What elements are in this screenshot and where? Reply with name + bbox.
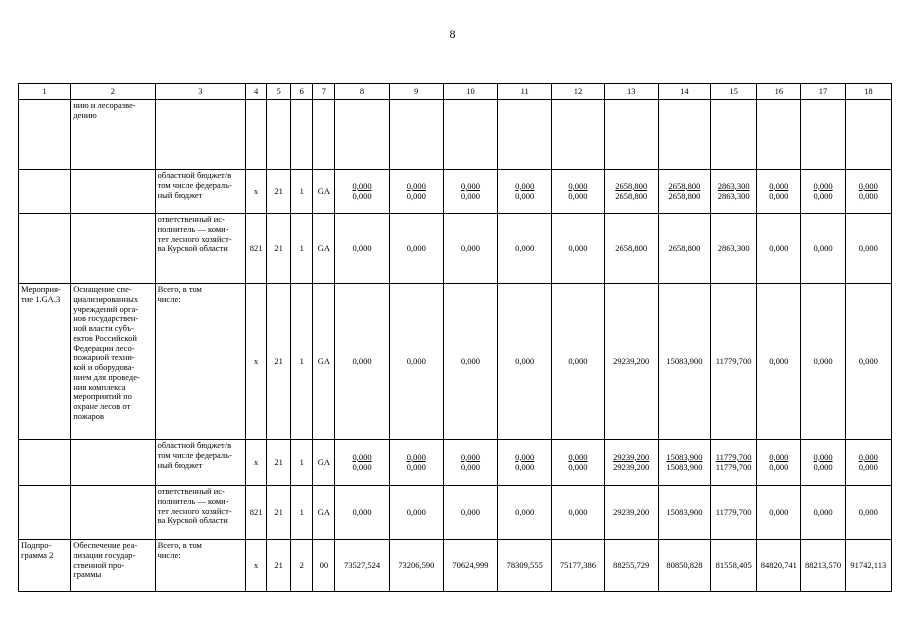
value-cell: 2658,800 bbox=[604, 214, 658, 284]
cell-text-line: полнитель — коми- bbox=[157, 223, 229, 234]
table-row bbox=[19, 170, 892, 214]
funding-source-cell bbox=[155, 486, 245, 540]
value-bottom: 0,000 bbox=[352, 461, 372, 472]
cell-text-line: областной бюджет/в bbox=[157, 440, 232, 450]
cell-text-line: пожарной техни- bbox=[73, 352, 135, 363]
value-top: 0,000 bbox=[813, 451, 833, 462]
funding-source-cell bbox=[155, 214, 245, 284]
value-top: 0,000 bbox=[858, 451, 878, 462]
value-bottom: 29239,200 bbox=[613, 461, 650, 472]
cell-text-line: граммы bbox=[73, 569, 102, 580]
code-cell: 21 bbox=[267, 440, 291, 486]
value-cell: 11779,700 bbox=[711, 284, 757, 440]
code-cell bbox=[291, 100, 313, 170]
header-cell: 9 bbox=[389, 84, 443, 100]
value-bottom: 0,000 bbox=[460, 190, 481, 201]
code-cell: 21 bbox=[267, 214, 291, 284]
value-pair-cell bbox=[845, 170, 891, 214]
table-row bbox=[19, 440, 892, 486]
cell-text-line: областной бюджет/в bbox=[157, 170, 232, 180]
header-cell: 17 bbox=[801, 84, 845, 100]
cell-text-line: циализированных bbox=[73, 293, 139, 304]
value-cell: 29239,200 bbox=[604, 284, 658, 440]
code-cell: 1 bbox=[291, 486, 313, 540]
table-row bbox=[19, 486, 892, 540]
code-cell: 821 bbox=[246, 486, 267, 540]
cell-text-line: учреждений орга- bbox=[73, 303, 139, 314]
item-name-cell bbox=[19, 540, 71, 592]
cell-text-line: ственной про- bbox=[73, 559, 125, 570]
value-cell: 15083,900 bbox=[658, 284, 710, 440]
cell-text-line: Оснащение спе- bbox=[73, 284, 132, 294]
value-bottom: 0,000 bbox=[515, 461, 535, 472]
table-row bbox=[19, 100, 892, 170]
code-cell: 21 bbox=[267, 486, 291, 540]
value-bottom: 0,000 bbox=[769, 461, 789, 472]
value-cell: 0,000 bbox=[443, 214, 497, 284]
value-cell: 0,000 bbox=[845, 486, 891, 540]
item-description-cell bbox=[71, 284, 155, 440]
cell-text-line: тет лесного хозяйст- bbox=[157, 233, 232, 244]
item-name-cell bbox=[19, 100, 71, 170]
value-pair-cell bbox=[389, 440, 443, 486]
value-top: 0,000 bbox=[406, 451, 426, 462]
header-cell: 11 bbox=[498, 84, 552, 100]
item-name-cell bbox=[19, 284, 71, 440]
value-pair-cell bbox=[757, 170, 801, 214]
value-top: 0,000 bbox=[515, 451, 535, 462]
value-cell bbox=[335, 100, 389, 170]
value-cell: 0,000 bbox=[552, 214, 604, 284]
value-bottom: 0,000 bbox=[568, 190, 588, 201]
value-bottom: 0,000 bbox=[515, 190, 535, 201]
header-cell: 14 bbox=[658, 84, 710, 100]
value-cell: 0,000 bbox=[552, 486, 604, 540]
cell-text-line: ответственный ис- bbox=[157, 214, 225, 224]
cell-text-line: охране лесов от bbox=[73, 401, 131, 412]
value-cell: 0,000 bbox=[801, 284, 845, 440]
table-row bbox=[19, 284, 892, 440]
code-cell: 1 bbox=[291, 284, 313, 440]
cell-text-line: Всего, в том bbox=[157, 540, 202, 550]
value-bottom: 15083,900 bbox=[666, 461, 703, 472]
cell-text-line: грамма 2 bbox=[21, 549, 54, 560]
value-cell: 2658,800 bbox=[658, 214, 710, 284]
value-cell: 11779,700 bbox=[711, 486, 757, 540]
value-pair-cell bbox=[443, 170, 497, 214]
value-bottom: 0,000 bbox=[352, 190, 372, 201]
header-cell: 8 bbox=[335, 84, 389, 100]
value-cell bbox=[389, 100, 443, 170]
value-top: 0,000 bbox=[406, 180, 426, 191]
cell-text-line: ный бюджет bbox=[157, 459, 203, 470]
value-pair-cell bbox=[552, 170, 604, 214]
value-top: 15083,900 bbox=[666, 451, 703, 462]
value-cell: 91742,113 bbox=[845, 540, 891, 592]
header-cell: 18 bbox=[845, 84, 891, 100]
header-cell: 4 bbox=[246, 84, 267, 100]
item-description-cell bbox=[71, 486, 155, 540]
table-row bbox=[19, 214, 892, 284]
cell-text-line: Подпро- bbox=[21, 540, 52, 550]
code-cell bbox=[313, 100, 335, 170]
header-cell: 15 bbox=[711, 84, 757, 100]
value-pair-cell bbox=[498, 170, 552, 214]
code-cell: 1 bbox=[291, 214, 313, 284]
value-cell bbox=[604, 100, 658, 170]
value-top: 0,000 bbox=[460, 180, 481, 191]
header-cell: 2 bbox=[71, 84, 155, 100]
header-cell: 10 bbox=[443, 84, 497, 100]
value-pair-cell bbox=[801, 440, 845, 486]
value-cell bbox=[658, 100, 710, 170]
value-cell: 29239,200 bbox=[604, 486, 658, 540]
table-row bbox=[19, 540, 892, 592]
value-cell: 0,000 bbox=[552, 284, 604, 440]
code-cell: GA bbox=[313, 214, 335, 284]
page-number: 8 bbox=[449, 27, 456, 41]
value-pair-cell bbox=[443, 440, 497, 486]
value-cell: 80850,828 bbox=[658, 540, 710, 592]
value-cell: 0,000 bbox=[498, 486, 552, 540]
item-name-cell bbox=[19, 214, 71, 284]
value-pair-cell bbox=[757, 440, 801, 486]
funding-source-cell bbox=[155, 100, 245, 170]
value-top: 11779,700 bbox=[715, 451, 752, 462]
value-pair-cell bbox=[658, 170, 710, 214]
cell-text-line: ния комплекса bbox=[73, 381, 126, 392]
cell-text-line: нию и лесоразве- bbox=[73, 100, 136, 110]
cell-text-line: числе: bbox=[157, 549, 181, 560]
item-name-cell bbox=[19, 440, 71, 486]
value-pair-cell bbox=[845, 440, 891, 486]
funding-source-cell bbox=[155, 284, 245, 440]
value-bottom: 2658,800 bbox=[668, 190, 701, 201]
code-cell bbox=[267, 100, 291, 170]
code-cell: 1 bbox=[291, 440, 313, 486]
code-cell: 00 bbox=[313, 540, 335, 592]
value-bottom: 2863,300 bbox=[717, 190, 750, 201]
item-description-cell bbox=[71, 440, 155, 486]
code-cell bbox=[246, 100, 267, 170]
value-bottom: 0,000 bbox=[769, 190, 789, 201]
funding-source-cell bbox=[155, 440, 245, 486]
header-cell: 5 bbox=[267, 84, 291, 100]
budget-table bbox=[18, 83, 892, 592]
value-bottom: 0,000 bbox=[813, 461, 833, 472]
value-top: 0,000 bbox=[352, 451, 372, 462]
value-top: 0,000 bbox=[813, 180, 833, 191]
cell-text-line: мероприятий по bbox=[73, 391, 132, 402]
value-pair-cell bbox=[552, 440, 604, 486]
code-cell: GA bbox=[313, 170, 335, 214]
value-cell: 81558,405 bbox=[711, 540, 757, 592]
value-pair-cell bbox=[335, 170, 389, 214]
code-cell: 821 bbox=[246, 214, 267, 284]
code-cell: х bbox=[246, 540, 267, 592]
cell-text-line: Обеспечение реа- bbox=[73, 540, 138, 550]
header-cell: 3 bbox=[155, 84, 245, 100]
cell-text-line: кой и оборудова- bbox=[73, 362, 135, 373]
header-cell: 1 bbox=[19, 84, 71, 100]
value-bottom: 0,000 bbox=[460, 461, 481, 472]
value-pair-cell bbox=[711, 170, 757, 214]
cell-text-line: ной власти субъ- bbox=[73, 323, 134, 334]
value-top: 2863,300 bbox=[717, 180, 750, 191]
value-cell: 73206,590 bbox=[389, 540, 443, 592]
code-cell: 21 bbox=[267, 284, 291, 440]
value-top: 0,000 bbox=[769, 180, 789, 191]
code-cell: 21 bbox=[267, 170, 291, 214]
item-name-cell bbox=[19, 486, 71, 540]
value-cell: 78309,555 bbox=[498, 540, 552, 592]
value-cell bbox=[443, 100, 497, 170]
code-cell: 1 bbox=[291, 170, 313, 214]
value-bottom: 0,000 bbox=[406, 190, 426, 201]
value-bottom: 0,000 bbox=[858, 461, 878, 472]
value-bottom: 0,000 bbox=[858, 190, 878, 201]
value-top: 2658,800 bbox=[615, 180, 648, 191]
value-top: 0,000 bbox=[515, 180, 535, 191]
value-pair-cell bbox=[389, 170, 443, 214]
cell-text-line: тет лесного хозяйст- bbox=[157, 505, 232, 516]
value-cell: 70624,999 bbox=[443, 540, 497, 592]
value-pair-cell bbox=[801, 170, 845, 214]
header-cell: 6 bbox=[291, 84, 313, 100]
item-description-cell bbox=[71, 100, 155, 170]
value-cell: 0,000 bbox=[335, 284, 389, 440]
value-pair-cell bbox=[711, 440, 757, 486]
code-cell: GA bbox=[313, 486, 335, 540]
value-pair-cell bbox=[658, 440, 710, 486]
code-cell: GA bbox=[313, 284, 335, 440]
value-pair-cell bbox=[498, 440, 552, 486]
value-cell: 0,000 bbox=[845, 214, 891, 284]
cell-text-line: ва Курской области bbox=[157, 243, 228, 254]
code-cell: 2 bbox=[291, 540, 313, 592]
cell-text-line: числе: bbox=[157, 293, 181, 304]
cell-text-line: Федерации лесо- bbox=[73, 342, 135, 353]
header-row bbox=[19, 84, 892, 100]
value-bottom: 11779,700 bbox=[715, 461, 752, 472]
item-description-cell bbox=[71, 214, 155, 284]
value-cell bbox=[711, 100, 757, 170]
cell-text-line: ектов Российской bbox=[73, 332, 137, 343]
value-cell: 0,000 bbox=[757, 214, 801, 284]
value-pair-cell bbox=[335, 440, 389, 486]
value-top: 0,000 bbox=[568, 180, 588, 191]
code-cell: х bbox=[246, 284, 267, 440]
value-cell: 2863,300 bbox=[711, 214, 757, 284]
item-description-cell bbox=[71, 170, 155, 214]
value-cell bbox=[552, 100, 604, 170]
value-pair-cell bbox=[604, 440, 658, 486]
value-cell: 88213,570 bbox=[801, 540, 845, 592]
header-cell: 13 bbox=[604, 84, 658, 100]
code-cell: 21 bbox=[267, 540, 291, 592]
value-top: 0,000 bbox=[352, 180, 372, 191]
value-top: 0,000 bbox=[769, 451, 789, 462]
header-cell: 16 bbox=[757, 84, 801, 100]
value-cell: 15083,900 bbox=[658, 486, 710, 540]
value-cell: 0,000 bbox=[389, 486, 443, 540]
value-cell: 0,000 bbox=[335, 486, 389, 540]
cell-text-line: тие 1.GA.3 bbox=[21, 293, 61, 304]
value-bottom: 2658,800 bbox=[615, 190, 648, 201]
cell-text-line: полнитель — коми- bbox=[157, 495, 229, 506]
value-cell: 88255,729 bbox=[604, 540, 658, 592]
cell-text-line: том числе федераль- bbox=[157, 449, 232, 460]
item-name-cell bbox=[19, 170, 71, 214]
value-cell: 0,000 bbox=[757, 486, 801, 540]
cell-text-line: том числе федераль- bbox=[157, 179, 232, 190]
value-cell: 0,000 bbox=[801, 486, 845, 540]
value-cell: 0,000 bbox=[335, 214, 389, 284]
value-top: 29239,200 bbox=[613, 451, 650, 462]
value-cell: 0,000 bbox=[389, 284, 443, 440]
value-cell bbox=[757, 100, 801, 170]
value-cell: 0,000 bbox=[757, 284, 801, 440]
value-cell: 73527,524 bbox=[335, 540, 389, 592]
value-bottom: 0,000 bbox=[568, 461, 588, 472]
value-top: 0,000 bbox=[460, 451, 481, 462]
value-top: 0,000 bbox=[858, 180, 878, 191]
header-cell: 12 bbox=[552, 84, 604, 100]
value-cell: 0,000 bbox=[443, 284, 497, 440]
cell-text-line: нов государствен- bbox=[73, 313, 139, 324]
cell-text-line: ответственный ис- bbox=[157, 486, 225, 496]
item-description-cell bbox=[71, 540, 155, 592]
cell-text-line: Мероприя- bbox=[21, 284, 61, 294]
funding-source-cell bbox=[155, 540, 245, 592]
cell-text-line: ный бюджет bbox=[157, 189, 203, 200]
value-cell: 0,000 bbox=[389, 214, 443, 284]
cell-text-line: пожаров bbox=[73, 410, 104, 421]
code-cell: х bbox=[246, 170, 267, 214]
value-cell: 0,000 bbox=[498, 214, 552, 284]
cell-text-line: ва Курской области bbox=[157, 515, 228, 526]
code-cell: х bbox=[246, 440, 267, 486]
cell-text-line: Всего, в том bbox=[157, 284, 202, 294]
value-cell: 0,000 bbox=[801, 214, 845, 284]
value-cell: 75177,386 bbox=[552, 540, 604, 592]
value-cell: 0,000 bbox=[845, 284, 891, 440]
cell-text-line: нием для проведе- bbox=[73, 371, 140, 382]
funding-source-cell bbox=[155, 170, 245, 214]
cell-text-line: дению bbox=[73, 109, 97, 120]
value-bottom: 0,000 bbox=[813, 190, 833, 201]
value-top: 2658,800 bbox=[668, 180, 701, 191]
value-cell bbox=[801, 100, 845, 170]
value-cell: 0,000 bbox=[443, 486, 497, 540]
value-top: 0,000 bbox=[568, 451, 588, 462]
value-cell: 0,000 bbox=[498, 284, 552, 440]
value-bottom: 0,000 bbox=[406, 461, 426, 472]
value-pair-cell bbox=[604, 170, 658, 214]
value-cell: 84820,741 bbox=[757, 540, 801, 592]
value-cell bbox=[845, 100, 891, 170]
code-cell: GA bbox=[313, 440, 335, 486]
cell-text-line: лизации государ- bbox=[73, 549, 136, 560]
header-cell: 7 bbox=[313, 84, 335, 100]
value-cell bbox=[498, 100, 552, 170]
